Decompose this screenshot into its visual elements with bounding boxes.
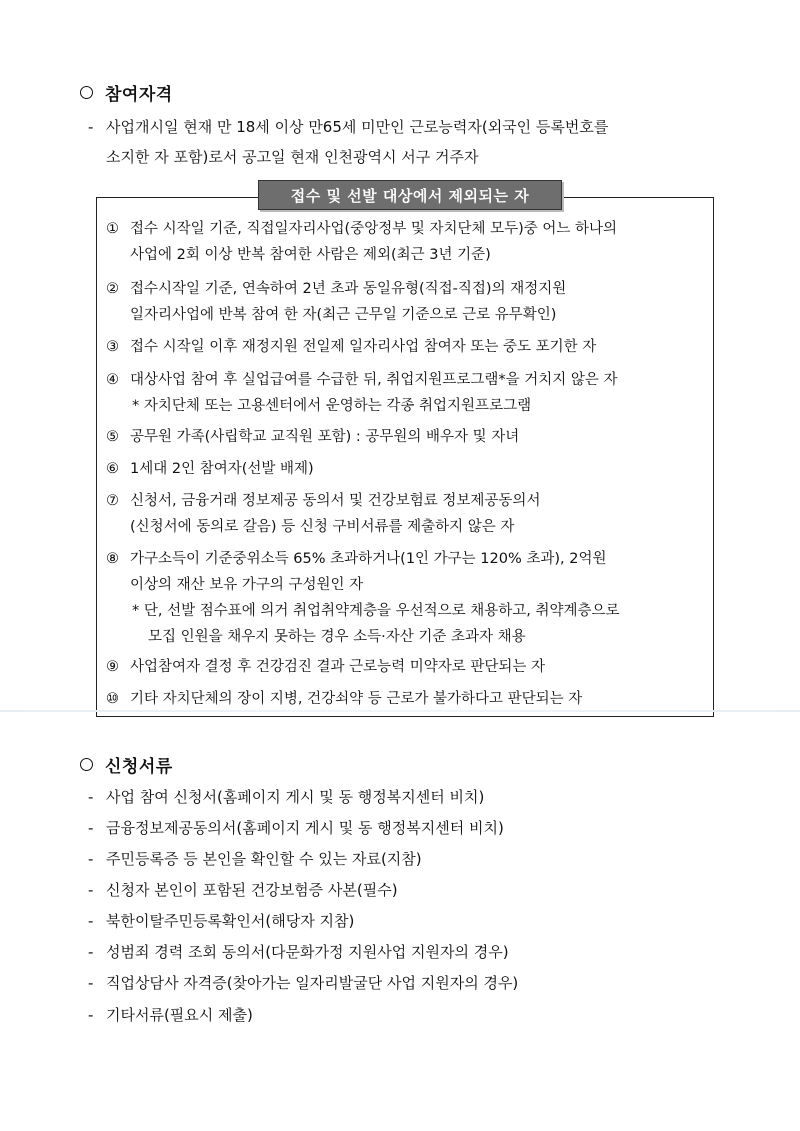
exclusion-item-3: ③ 접수 시작일 이후 재정지원 전일제 일자리사업 참여자 또는 중도 포기한 자: [106, 339, 597, 355]
exclusion-item-10: ⑩ 기타 자치단체의 장이 지병, 건강쇠약 등 근로가 불가하다고 판단되는 자: [106, 691, 583, 707]
list-item: - 주민등록증 등 본인을 확인할 수 있는 자료(지참): [88, 850, 422, 868]
exclusion-item-7: ⑦ 신청서, 금융거래 정보제공 동의서 및 건강보험료 정보제공동의서 (신청서에 동의로 갈음) 등 신청 구비서류를 제출하지 않은 자: [106, 493, 541, 535]
eligibility-line-2: 소지한 자 포함)로서 공고일 현재 인천광역시 서구 거주자: [106, 148, 479, 166]
list-item: - 신청자 본인이 포함된 건강보험증 사본(필수): [88, 881, 398, 899]
list-item: - 기타서류(필요시 제출): [88, 1006, 253, 1024]
list-item: - 사업 참여 신청서(홈페이지 게시 및 동 행정복지센터 비치): [88, 788, 485, 806]
exclusion-item-6: ⑥ 1세대 2인 참여자(선발 배제): [106, 461, 314, 477]
section-eligibility-title: 참여자격: [105, 85, 173, 105]
exclusion-item-4-note: * 자치단체 또는 고용센터에서 운영하는 각종 취업지원프로그램: [132, 398, 532, 414]
exclusion-item-8-note-cont: 모집 인원을 채우지 못하는 경우 소득·자산 기준 초과자 채용: [148, 629, 526, 645]
eligibility-text: [88, 112, 738, 172]
exclusion-item-1: ① 접수 시작일 기준, 직접일자리사업(중앙정부 및 자치단체 모두)중 어느 하나의 사업에 2회 이상 반복 참여한 사람은 제외(최근 3년 기준): [106, 221, 618, 263]
eligibility-line-1: - 사업개시일 현재 만 18세 이상 만65세 미만인 근로능력자(외국인 등록번호를: [88, 112, 738, 142]
exclusion-item-8-note: * 단, 선발 점수표에 의거 취업취약계층을 우선적으로 채용하고, 취약계층으로: [132, 603, 620, 619]
section-documents-heading: [80, 752, 173, 777]
list-item: - 직업상담사 자격증(찾아가는 일자리발굴단 사업 지원자의 경우): [88, 974, 519, 992]
section-documents-title: 신청서류: [105, 757, 173, 777]
circle-bullet-icon: [80, 758, 93, 771]
circle-bullet-icon: [80, 86, 93, 99]
scan-artifact-line: [0, 710, 800, 712]
list-item: - 금융정보제공동의서(홈페이지 게시 및 동 행정복지센터 비치): [88, 819, 504, 837]
section-eligibility-heading: [80, 80, 173, 105]
list-item: - 성범죄 경력 조회 동의서(다문화가정 지원사업 지원자의 경우): [88, 943, 509, 961]
exclusion-item-4: ④ 대상사업 참여 후 실업급여를 수급한 뒤, 취업지원프로그램*을 거치지 않은 자 * 자치단체 또는 고용센터에서 운영하는 각종 취업지원프로그램: [106, 367, 706, 419]
list-item: - 북한이탈주민등록확인서(해당자 지참): [88, 912, 355, 930]
dash-bullet: -: [88, 118, 94, 136]
exclusion-item-8: ⑧ 가구소득이 기준중위소득 65% 초과하거나(1인 가구는 120% 초과), 2억원 이상의 재산 보유 가구의 구성원인 자 * 단, 선발 점수표에 의거 취업취약계층을 우선적으로 채용하고, 취약계층으로 모집 인원을 채우지 못하는 경우 소득·자산 기준 초과자 채용: [106, 546, 706, 650]
exclusion-item-9: ⑨ 사업참여자 결정 후 건강검진 결과 근로능력 미약자로 판단되는 자: [106, 659, 546, 675]
exclusion-box-title: 접수 및 선발 대상에서 제외되는 자: [258, 180, 562, 210]
exclusion-item-5: ⑤ 공무원 가족(사립학교 교직원 포함) : 공무원의 배우자 및 자녀: [106, 429, 520, 445]
exclusion-item-2: ② 접수시작일 기준, 연속하여 2년 초과 동일유형(직접-직접)의 재정지원 일자리사업에 반복 참여 한 자(최근 근무일 기준으로 근로 유무확인): [106, 281, 567, 323]
